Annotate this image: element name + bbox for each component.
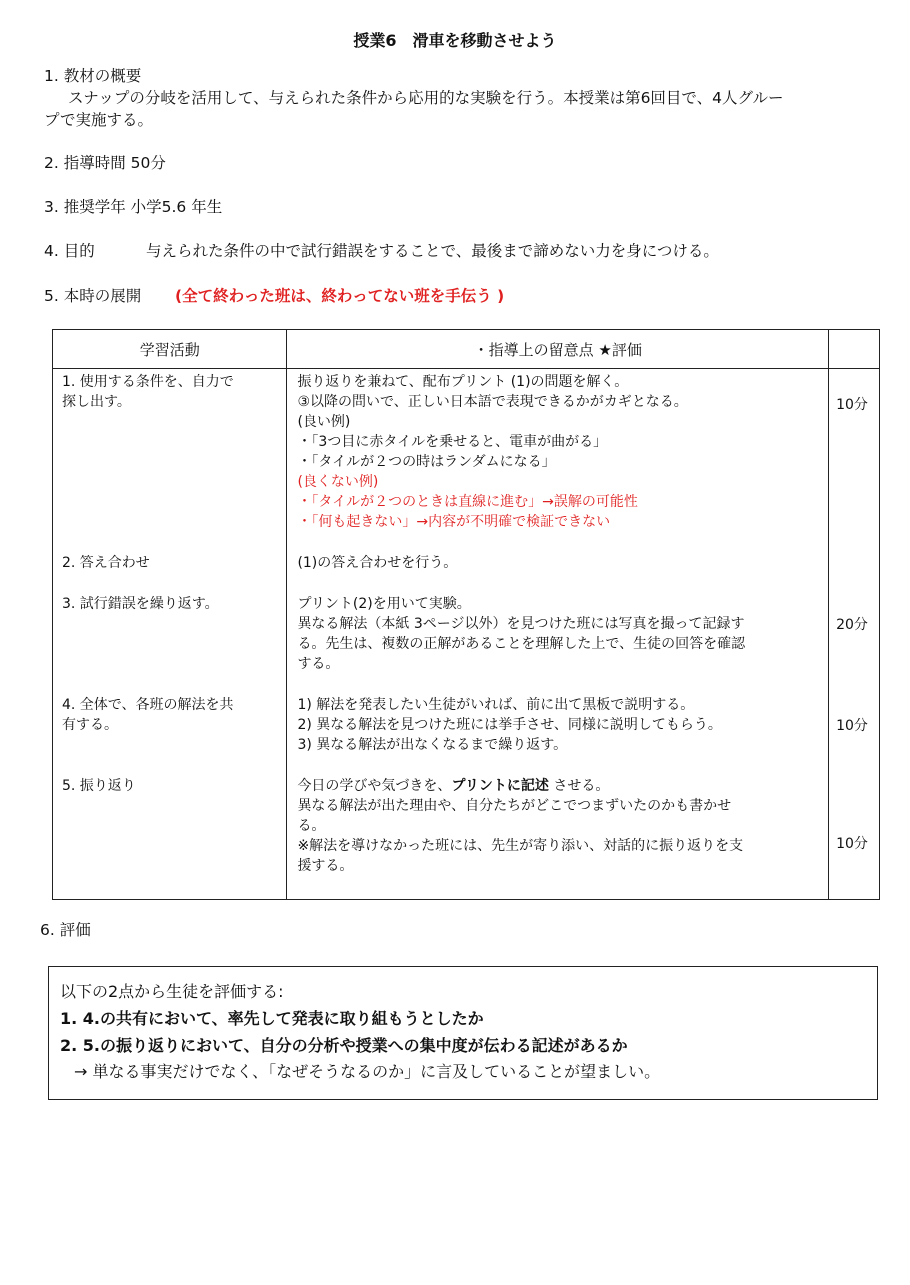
note-line: 2) 異なる解法を見つけた班には挙手させ、同様に説明してもらう。: [297, 717, 722, 733]
header-time: [829, 330, 880, 369]
activity-column: [53, 369, 287, 900]
note-line: 援する。: [297, 858, 354, 874]
time-column: [829, 369, 880, 900]
page-title: 授業6 滑車を移動させよう: [353, 31, 557, 50]
evaluation-item-1: 1. 4.の共有において、率先して発表に取り組もうとしたか: [60, 1009, 484, 1028]
note-line: プリント(2)を用いて実験。: [297, 596, 471, 612]
note-line: (1)の答え合わせを行う。: [297, 555, 458, 571]
section-2-duration: 2. 指導時間 50分: [44, 154, 166, 172]
time-value: 20分: [836, 617, 868, 633]
note-line: ※解法を導けなかった班には、先生が寄り添い、対話的に振り返りを支: [297, 838, 744, 854]
note-line: る。: [297, 818, 326, 834]
activity-2: 2. 答え合わせ: [62, 555, 150, 571]
lesson-plan-table: [52, 329, 880, 900]
evaluation-intro: 以下の2点から生徒を評価する:: [60, 982, 284, 1001]
section-1-text: スナップの分岐を活用して、与えられた条件から応用的な実験を行う。本授業は第6回目で、4人グルー: [68, 89, 784, 107]
note-line: ・「3つ目に赤タイルを乗せると、電車が曲がる」: [297, 434, 608, 450]
note-line: る。先生は、複数の正解があることを理解した上で、生徒の回答を確認: [297, 636, 746, 652]
note-line-bad: (良くない例): [297, 474, 379, 490]
note-text: 今日の学びや気づきを、: [297, 778, 452, 794]
table-header-row: [53, 330, 880, 369]
evaluation-item-2: 2. 5.の振り返りにおいて、自分の分析や授業への集中度が伝わる記述があるか: [60, 1036, 628, 1055]
note-line: 異なる解法（本紙 3ページ以外）を見つけた班には写真を撮って記録す: [297, 616, 745, 632]
section-1-text-cont: プで実施する。: [44, 111, 153, 129]
note-line-bad: ・「タイルが２つのときは直線に進む」→誤解の可能性: [297, 494, 638, 510]
evaluation-note: → 単なる事実だけでなく、「なぜそうなるのか」に言及していることが望ましい。: [74, 1062, 661, 1081]
section-3-grade: 3. 推奨学年 小学5.6 年生: [44, 198, 223, 216]
section-4-text: 与えられた条件の中で試行錯誤をすることで、最後まで諦めない力を身につける。: [146, 242, 719, 260]
note-line: [297, 776, 609, 796]
note-emphasis: プリントに記述: [451, 778, 549, 794]
activity-1-cont: 探し出す。: [62, 394, 131, 410]
note-line: 1) 解法を発表したい生徒がいれば、前に出て黒板で説明する。: [297, 697, 695, 713]
note-line-bad: ・「何も起きない」→内容が不明確で検証できない: [297, 514, 611, 530]
table-body-row: [53, 369, 880, 900]
evaluation-box: [48, 966, 878, 1100]
header-activity: 学習活動: [53, 330, 287, 369]
time-value: 10分: [836, 836, 868, 852]
note-line: ③以降の問いで、正しい日本語で表現できるかがカギとなる。: [297, 394, 688, 410]
note-line: 振り返りを兼ねて、配布プリント (1)の問題を解く。: [297, 374, 629, 390]
time-value: 10分: [836, 718, 868, 734]
note-line: する。: [297, 656, 340, 672]
activity-4: 4. 全体で、各班の解法を共: [62, 697, 234, 713]
note-line: 3) 異なる解法が出なくなるまで繰り返す。: [297, 737, 568, 753]
activity-5: 5. 振り返り: [62, 778, 136, 794]
activity-1: 1. 使用する条件を、自力で: [62, 374, 234, 390]
time-value: 10分: [836, 397, 868, 413]
section-5-heading: 5. 本時の展開: [44, 287, 142, 305]
note-line: 異なる解法が出た理由や、自分たちがどこでつまずいたのかも書かせ: [297, 798, 732, 814]
note-line: ・「タイルが２つの時はランダムになる」: [297, 454, 556, 470]
note-text: させる。: [548, 778, 610, 794]
activity-4-cont: 有する。: [62, 717, 118, 733]
section-5-note: (全て終わった班は、終わってない班を手伝う ): [175, 287, 505, 305]
note-line: (良い例): [297, 414, 351, 430]
activity-3: 3. 試行錯誤を繰り返す。: [62, 596, 219, 612]
header-notes: ・指導上の留意点 ★評価: [287, 330, 829, 369]
section-4-heading: 4. 目的: [44, 242, 95, 260]
section-1-heading: 1. 教材の概要: [44, 67, 142, 85]
section-6-heading: 6. 評価: [40, 921, 91, 939]
notes-column: [287, 369, 829, 900]
